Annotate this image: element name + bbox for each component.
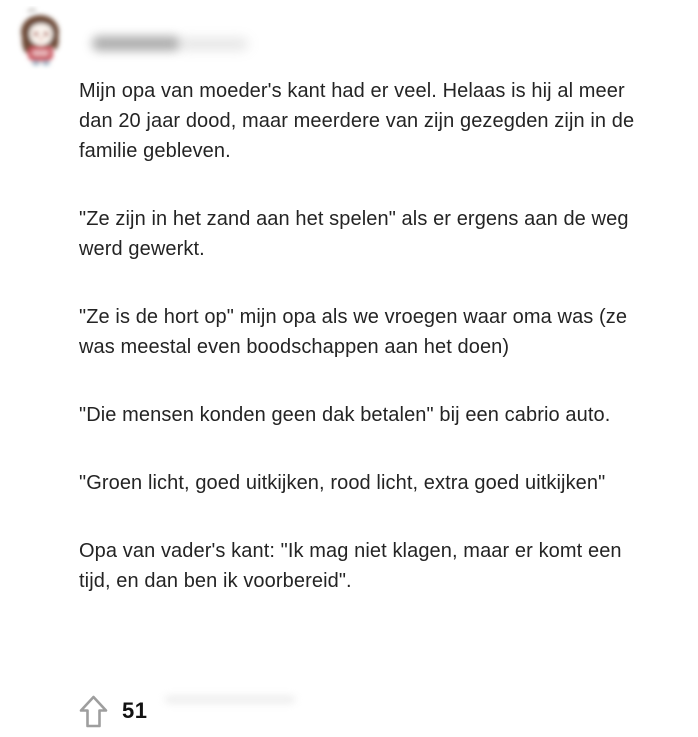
comment-paragraph: "Ze zijn in het zand aan het spelen" als er ergens aan de weg werd gewerkt. — [79, 208, 629, 260]
avatar-image-icon — [10, 6, 68, 70]
username-blur-tail — [178, 39, 248, 49]
upvote-arrow-icon — [79, 695, 108, 728]
comment-paragraph: Mijn opa van moeder's kant had er veel. Helaas is hij al meer dan 20 jaar dood, maar meerdere van zijn gezegden zijn in de familie gebleven. — [79, 80, 635, 162]
comment-paragraph: Opa van vader's kant: "Ik mag niet klagen, maar er komt een tijd, en dan ben ik voorbereid". — [79, 540, 622, 592]
comment-paragraph: "Ze is de hort op" mijn opa als we vroegen waar oma was (ze was meestal even boodschappen aan het doen) — [79, 306, 628, 358]
vote-row — [78, 694, 147, 728]
upvote-button[interactable] — [78, 694, 108, 728]
comment-paragraph: "Die mensen konden geen dak betalen" bij een cabrio auto. — [79, 404, 611, 426]
comment-header — [10, 6, 68, 70]
vote-score: 51 — [122, 698, 148, 723]
username-blurred[interactable] — [92, 36, 180, 51]
avatar[interactable] — [10, 6, 68, 70]
comment-body — [79, 76, 639, 596]
redacted-smudge — [165, 696, 295, 703]
comment-paragraph: "Groen licht, goed uitkijken, rood licht, extra goed uitkijken" — [79, 472, 606, 494]
